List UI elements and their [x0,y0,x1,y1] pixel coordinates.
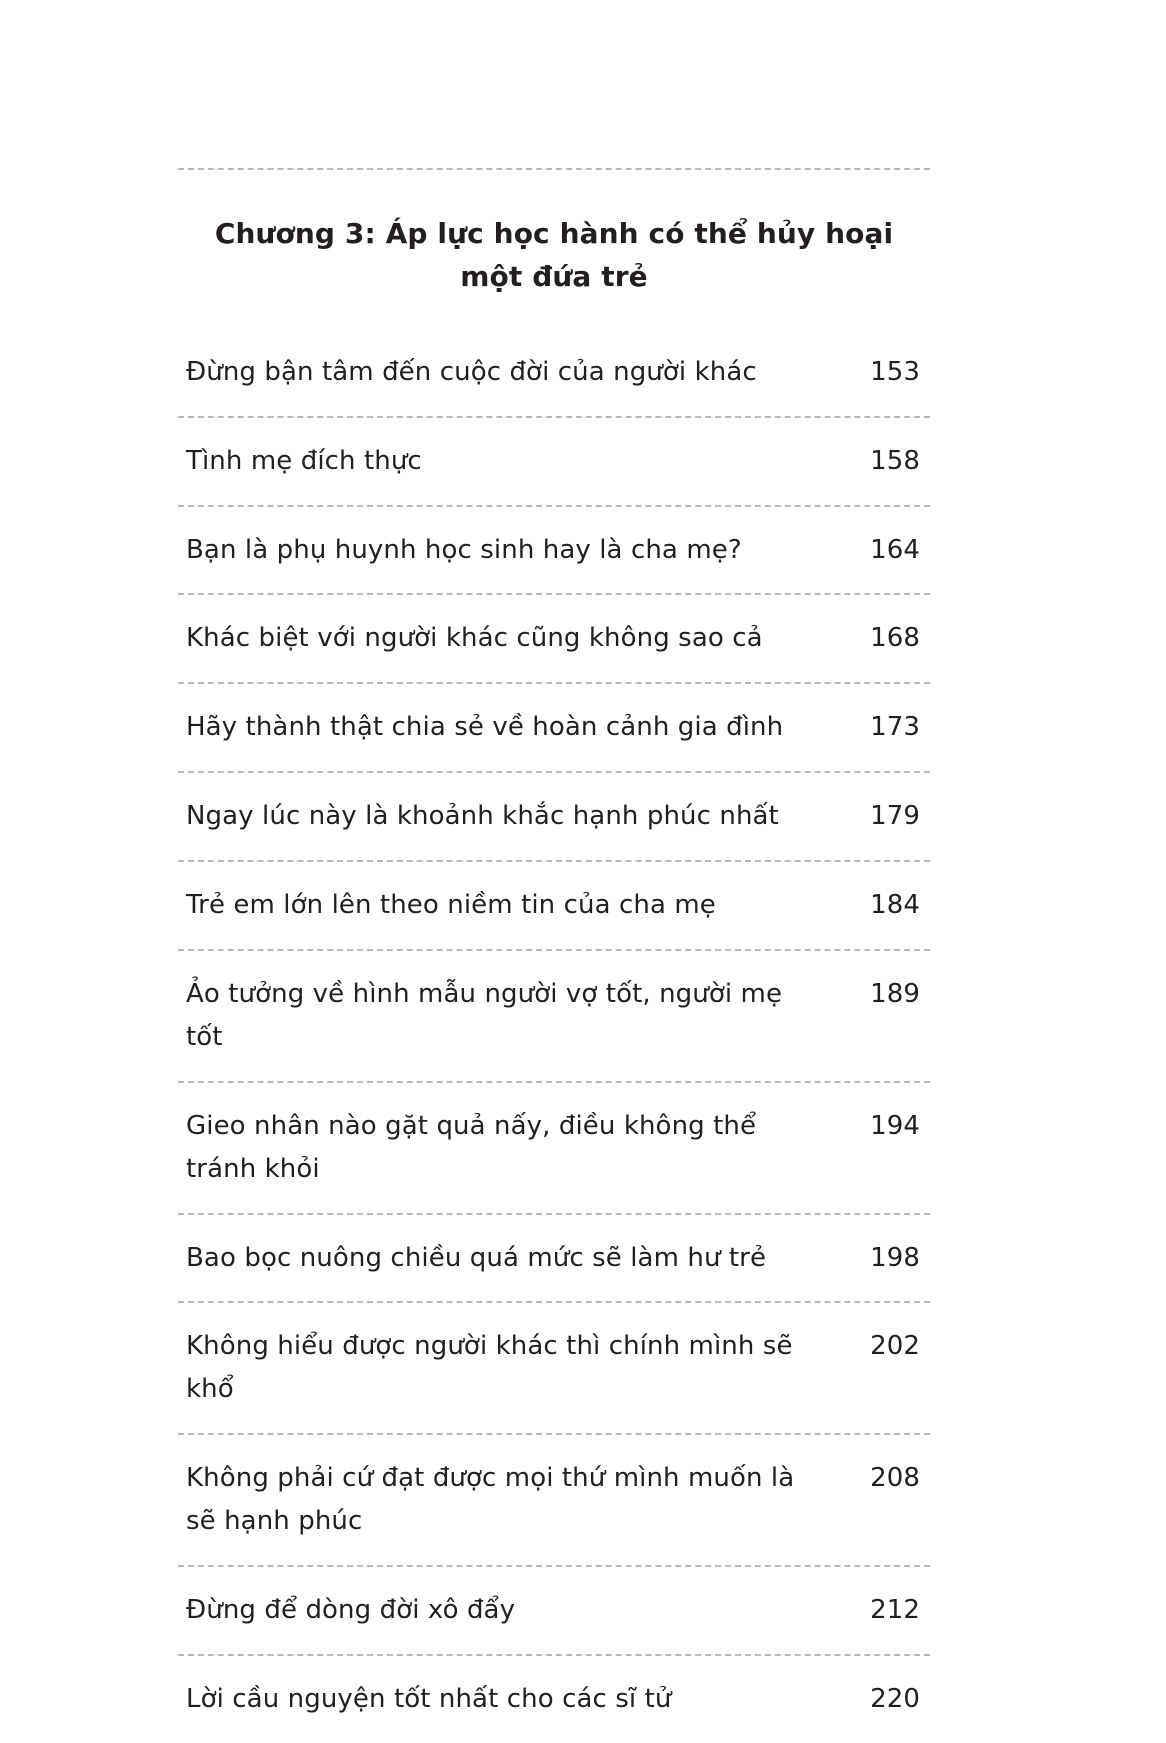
toc-entry-page: 153 [870,356,920,387]
toc-entry-label: Khác biệt với người khác cũng không sao cả [186,623,763,654]
chapter-title: Chương 3: Áp lực học hành có thể hủy hoại một đứa trẻ [214,217,894,294]
list-item[interactable] [178,507,930,596]
toc-entry-label: Trẻ em lớn lên theo niềm tin của cha mẹ [186,890,716,921]
toc-entry-page: 198 [870,1242,920,1273]
toc-entry-page: 208 [870,1463,920,1494]
toc-entry-label: Không hiểu được người khác thì chính mình sẽ khổ [186,1331,793,1405]
toc-list [178,329,930,1743]
toc-entry-page: 212 [870,1595,920,1626]
table-of-contents [178,168,930,1743]
toc-entry-label: Lời cầu nguyện tốt nhất cho các sĩ tử [186,1683,672,1714]
toc-entry-page: 184 [870,890,920,921]
list-item[interactable] [178,1303,930,1435]
toc-entry-label: Bạn là phụ huynh học sinh hay là cha mẹ? [186,534,742,565]
toc-entry-page: 194 [870,1110,920,1141]
list-item[interactable] [178,329,930,418]
toc-entry-label: Bao bọc nuông chiều quá mức sẽ làm hư trẻ [186,1242,767,1273]
list-item[interactable] [178,773,930,862]
toc-entry-page: 164 [870,534,920,565]
list-item[interactable] [178,1435,930,1567]
toc-entry-label: Gieo nhân nào gặt quả nấy, điều không thể tránh khỏi [186,1110,757,1184]
toc-entry-page: 173 [870,712,920,743]
list-item[interactable] [178,1567,930,1656]
toc-entry-label: Đừng để dòng đời xô đẩy [186,1595,516,1626]
list-item[interactable] [178,1656,930,1743]
toc-entry-label: Ngay lúc này là khoảnh khắc hạnh phúc nhất [186,801,779,832]
list-item[interactable] [178,951,930,1083]
list-item[interactable] [178,418,930,507]
toc-entry-page: 202 [870,1331,920,1362]
toc-entry-page: 168 [870,623,920,654]
list-item[interactable] [178,862,930,951]
toc-entry-label: Không phải cứ đạt được mọi thứ mình muốn là sẽ hạnh phúc [186,1463,795,1537]
toc-entry-page: 189 [870,979,920,1010]
list-item[interactable] [178,1083,930,1215]
toc-entry-label: Đừng bận tâm đến cuộc đời của người khác [186,356,757,387]
toc-entry-page: 158 [870,445,920,476]
toc-entry-label: Hãy thành thật chia sẻ về hoàn cảnh gia đình [186,712,784,743]
list-item[interactable] [178,684,930,773]
toc-entry-page: 220 [870,1683,920,1714]
toc-entry-label: Tình mẹ đích thực [186,445,422,476]
list-item[interactable] [178,1215,930,1304]
list-item[interactable] [178,595,930,684]
toc-entry-label: Ảo tưởng về hình mẫu người vợ tốt, người mẹ tốt [186,979,783,1052]
toc-entry-page: 179 [870,801,920,832]
